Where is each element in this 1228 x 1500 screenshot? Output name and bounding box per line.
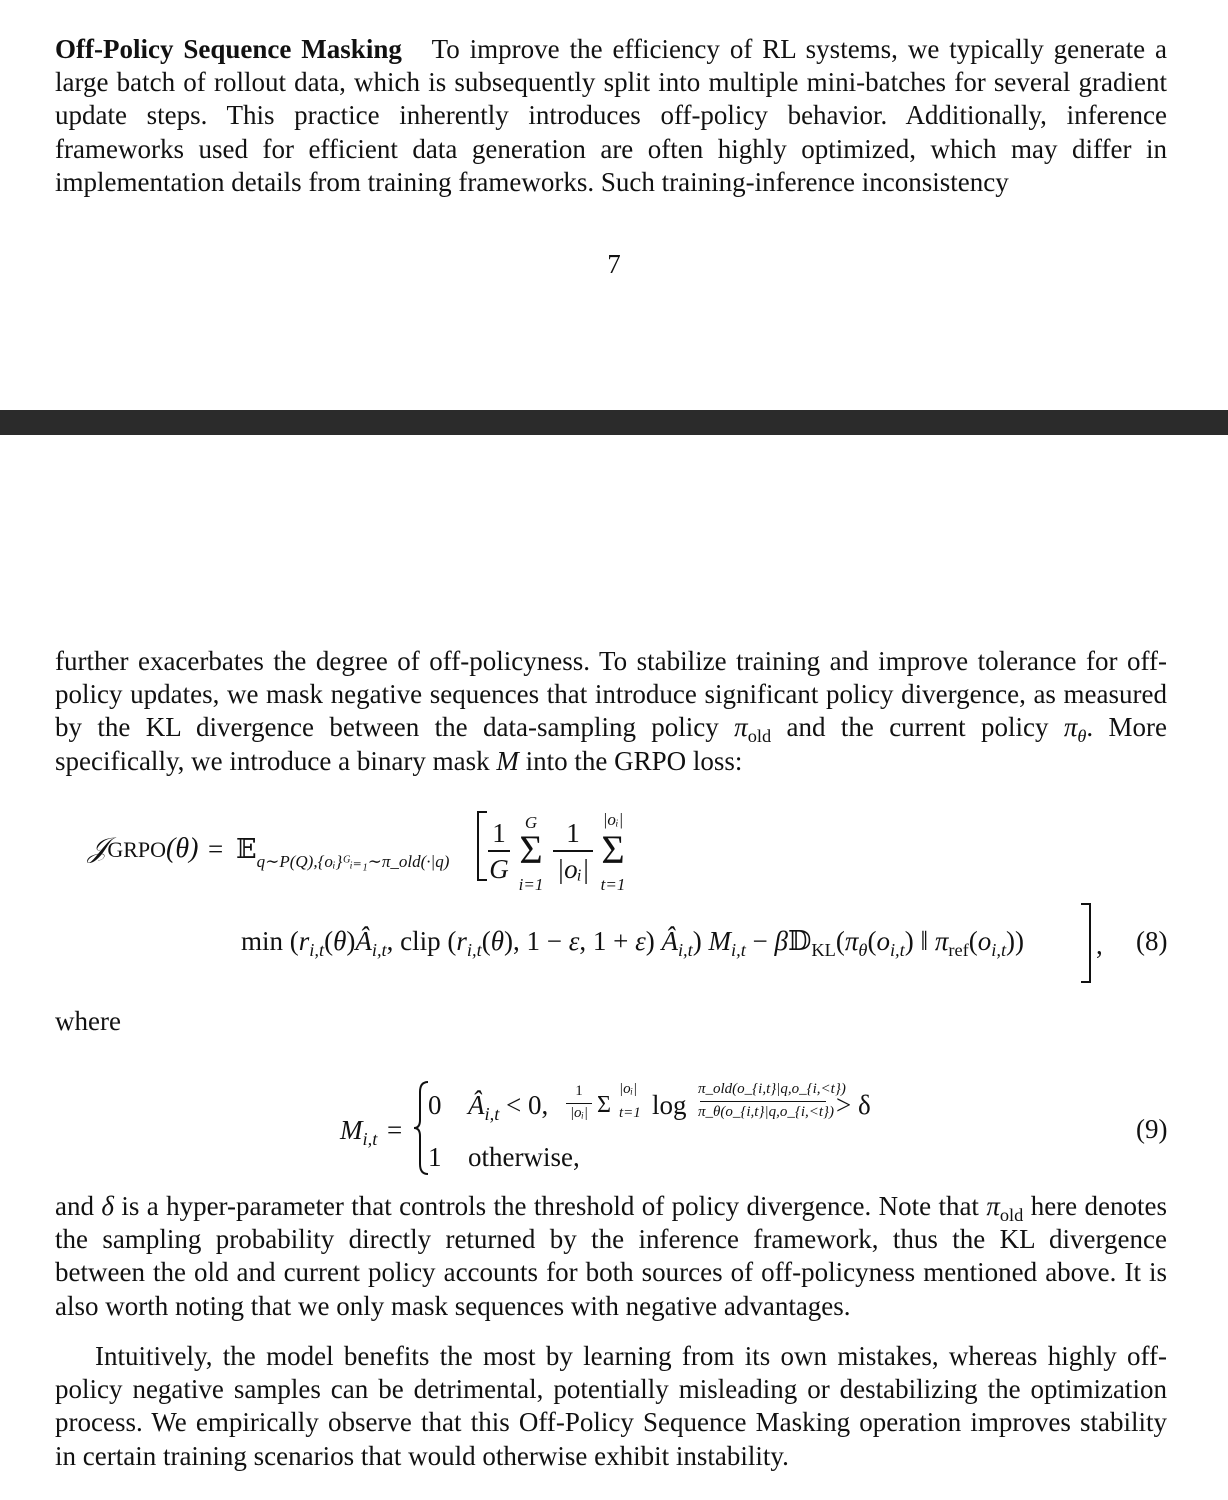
eq9-threshold: > δ: [836, 1090, 871, 1120]
eq8-sum2-upper: |oᵢ|: [602, 810, 624, 829]
eq8-frac2-bar: [553, 850, 593, 852]
eq9-equals: =: [387, 1115, 403, 1145]
section-heading: Off-Policy Sequence Masking: [55, 34, 402, 64]
continuation-text-3: . More specifically, we introduce a binary mask: [55, 712, 1168, 776]
eq8-equals: =: [208, 834, 224, 864]
eq9-sum: Σ: [597, 1092, 611, 1118]
eq9-case1-condition: $Â_{i,t} < 0$,: [468, 1090, 549, 1124]
continuation-text-4: into the GRPO loss:: [518, 745, 743, 776]
eq9-sum-lower: t=1: [619, 1105, 641, 1121]
eq8-frac1-den: G: [489, 854, 509, 884]
eq8-frac1-bar: [488, 850, 510, 852]
pi-old-symbol-2: $\pi_{old}$: [986, 1191, 1024, 1225]
continuation-paragraph: [55, 645, 1167, 778]
eq9-ratio-num: π_old(o_{i,t}|q,o_{i,<t}): [698, 1081, 846, 1097]
eq8-sum2: Σ: [601, 827, 625, 872]
post-text-1: and: [55, 1191, 102, 1221]
eq9-ratio-den: π_θ(o_{i,t}|q,o_{i,<t}): [698, 1104, 835, 1120]
eq9-case2-condition: otherwise,: [468, 1142, 580, 1172]
post-text-2: is a hyper-parameter that controls the threshold of policy divergence. Note that: [113, 1191, 987, 1221]
eq8-frac1-num: 1: [492, 818, 506, 848]
mask-symbol: M: [496, 745, 519, 776]
where-label: where: [55, 1006, 121, 1036]
eq9-log: log: [652, 1090, 687, 1120]
eq9-number: (9): [1136, 1114, 1168, 1144]
eq8-expectation: 𝔼$_{q\sim P(Q),\{oᵢ\}ᴳᵢ_{=1}\sim\pi\_old(\cdot|q)}$: [236, 834, 450, 871]
page-number: 7: [607, 249, 621, 279]
eq8-sum1: Σ: [519, 827, 543, 872]
pi-theta-symbol: $\pi_\theta$: [1063, 712, 1087, 746]
eq9-case2-value: 1: [428, 1142, 442, 1172]
top-paragraph: [55, 33, 1167, 199]
post-equation-paragraph: [55, 1190, 1167, 1323]
eq8-comma: ,: [1096, 930, 1103, 960]
eq9-sum-upper: |oᵢ|: [619, 1081, 638, 1097]
eq8-lhs: 𝒥GRPO(θ): [88, 833, 199, 864]
eq8-sum1-lower: i=1: [518, 875, 544, 894]
eq8-frac2-num: 1: [566, 818, 580, 848]
top-paragraph-text: To improve the efficiency of RL systems, we typically generate a large batch of rollout data, which is subsequently split into multiple mini-batches for several gradient update steps. This practice inherently introduces off-policy behavior. Additionally, inference frameworks used for efficient data generation are often highly optimized, which may differ in implementation details from training frameworks. Such training-inference inconsistency: [55, 34, 1168, 197]
eq8-frac2-den: |oᵢ|: [556, 854, 590, 884]
eq8-right-bracket: [1078, 902, 1094, 984]
eq9-ratio-bar: [700, 1101, 826, 1102]
eq8-sum2-lower: t=1: [600, 875, 626, 894]
eq9-lhs: $M_{i,t}$: [340, 1115, 378, 1149]
delta-symbol: δ: [101, 1191, 114, 1221]
eq8-line2: $\min (r_{i,t}(\theta)Â_{i,t}$, clip ($r_{i,t}(\theta)$, 1 − ε, 1 + ε) $Â_{i,t}$) $M_{i,t}$ − $\beta 𝔻_{KL}(\pi_\theta(o_{i,t})$ ‖ $\pi_{ref}(o_{i,t})$): [241, 926, 1025, 960]
eq8-number: (8): [1136, 926, 1168, 956]
page-divider: [0, 410, 1228, 435]
eq9-case1-value: 0: [428, 1090, 442, 1120]
pi-old-symbol: $\pi_{old}$: [734, 712, 772, 746]
eq8-sum1-upper: G: [524, 813, 538, 832]
last-paragraph: Intuitively, the model benefits the most by learning from its own mistakes, whereas highly off-policy negative samples can be detrimental, potentially misleading or destabilizing the optimization process. We empirically observe that this Off-Policy Sequence Masking operation improves stability in certain training scenarios that would otherwise exhibit instability.: [55, 1341, 1167, 1471]
post-text-3: here denotes the sampling probability directly returned by the inference framework, thus the KL divergence between the old and current policy accounts for both sources of off-policyness mentioned above. It is also worth noting that we only mask sequences with negative advantages.: [55, 1191, 1168, 1321]
continuation-text-2: and the current policy: [771, 712, 1064, 743]
continuation-text-1: further exacerbates the degree of off-policyness. To stabilize training and improve tolerance for off-policy updates, we mask negative sequences that introduce significant policy divergence, as measured by the KL divergence between the data-sampling policy: [55, 646, 1167, 743]
